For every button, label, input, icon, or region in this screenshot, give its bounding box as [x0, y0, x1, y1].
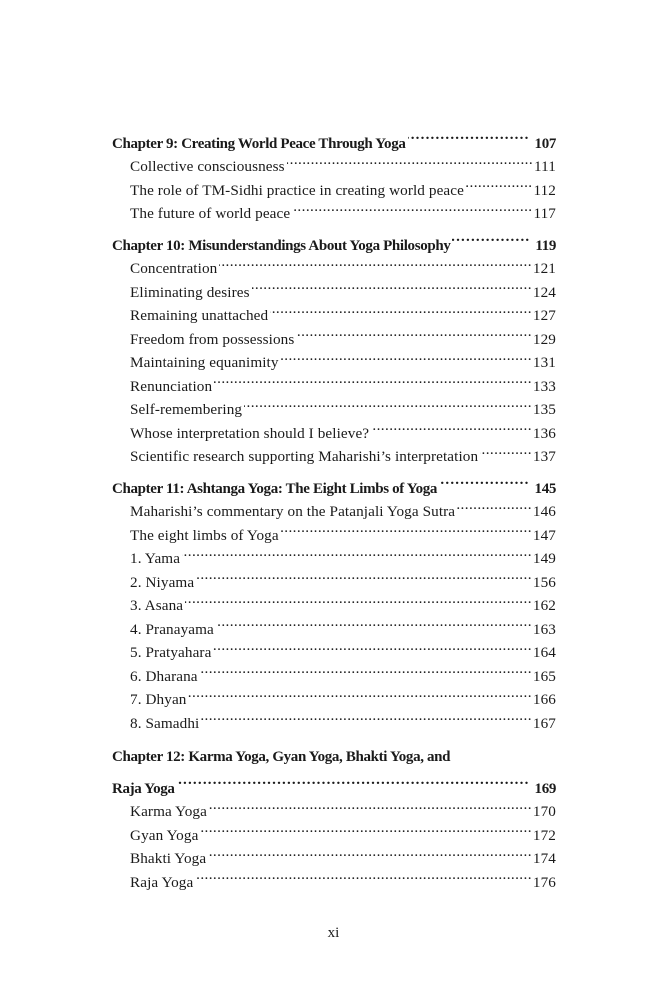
toc-entry[interactable] [112, 793, 556, 820]
entry-title: Bhakti Yoga [130, 850, 207, 867]
toc-section-chapter-11 [112, 469, 556, 732]
page-number: 127 [532, 307, 556, 324]
dot-leader [281, 516, 532, 540]
dot-leader [188, 681, 531, 705]
dot-leader [371, 414, 532, 438]
entry-title: 8. Samadhi [130, 714, 200, 732]
dot-leader [182, 540, 532, 564]
dot-leader [439, 469, 529, 493]
page-number: 133 [532, 377, 556, 395]
entry-title: Gyan Yoga [130, 826, 199, 844]
dot-leader [296, 320, 532, 344]
entry-title: 7. Dhyan [130, 691, 187, 708]
entry-title: Whose interpretation should I believe? [130, 424, 370, 442]
page-number: 149 [532, 550, 556, 567]
dot-leader [177, 769, 530, 793]
dot-leader [281, 344, 532, 368]
chapter-title: Chapter 9: Creating World Peace Through Yoga [112, 135, 406, 152]
dot-leader [200, 657, 532, 681]
dot-leader [209, 793, 532, 817]
page-number: 137 [532, 448, 556, 465]
page-number: 146 [532, 503, 556, 520]
entry-title: Collective consciousness [130, 158, 285, 175]
dot-leader [292, 195, 532, 219]
page-number: 167 [532, 714, 556, 732]
entry-title: Renunciation [130, 377, 213, 395]
entry-title: 4. Pranayama [130, 620, 214, 638]
dot-leader [216, 610, 532, 634]
page-folio: xi [327, 925, 340, 941]
page-number: 135 [532, 401, 556, 418]
entry-title: Freedom from possessions [130, 330, 295, 348]
page-number: 119 [535, 237, 556, 254]
dot-leader [185, 587, 532, 611]
toc-chapter-heading-line-1[interactable] [112, 746, 556, 770]
toc-section-chapter-12 [112, 746, 556, 891]
entry-title: 6. Dharana [130, 667, 198, 685]
dot-leader [196, 563, 532, 587]
dot-leader [466, 171, 533, 195]
page-number: 111 [534, 158, 556, 175]
page-number: 124 [532, 283, 556, 301]
dot-leader [408, 124, 530, 148]
dot-leader [452, 226, 530, 250]
toc-section-chapter-10 [112, 226, 556, 465]
page-number: 165 [532, 667, 556, 685]
dot-leader [195, 863, 532, 887]
page-number: 176 [532, 873, 556, 891]
page-number: 131 [532, 354, 556, 371]
dot-leader [252, 273, 532, 297]
chapter-title: Chapter 10: Misunderstandings About Yoga Philosophy [112, 237, 451, 254]
dot-leader [214, 367, 532, 391]
entry-title: Remaining unattached [130, 307, 269, 324]
entry-title: Concentration [130, 260, 218, 277]
page-number: 129 [532, 330, 556, 348]
page-number: 166 [532, 691, 556, 708]
entry-title: Eliminating desires [130, 283, 250, 301]
page-number: 163 [532, 620, 556, 638]
entry-title: Maintaining equanimity [130, 354, 279, 371]
entry-title: Karma Yoga [130, 803, 207, 820]
chapter-title-continued: Raja Yoga [112, 780, 175, 797]
dot-leader [480, 438, 532, 462]
entry-title: 1. Yama [130, 550, 181, 567]
page-number: 172 [532, 826, 556, 844]
dot-leader [201, 704, 532, 728]
dot-leader [270, 297, 532, 321]
entry-title: Scientific research supporting Maharishi’s interpretation [130, 448, 479, 465]
page-number: 145 [534, 480, 556, 497]
page-number: 117 [533, 205, 556, 222]
dot-leader [244, 391, 532, 415]
entry-title: 3. Asana [130, 597, 184, 614]
dot-leader [208, 840, 532, 864]
chapter-title: Chapter 11: Ashtanga Yoga: The Eight Limbs of Yoga [112, 480, 438, 497]
page-number: 164 [532, 644, 556, 661]
entry-title: 5. Pratyahara [130, 644, 212, 661]
page-number: 136 [532, 424, 556, 442]
toc-section-chapter-9 [112, 124, 556, 222]
toc-chapter-heading[interactable] [112, 469, 556, 497]
entry-title: Raja Yoga [130, 873, 194, 891]
entry-title: 2. Niyama [130, 573, 195, 591]
page-number: 162 [532, 597, 556, 614]
page-number: 174 [532, 850, 556, 867]
dot-leader [287, 148, 533, 172]
entry-title: The role of TM-Sidhi practice in creating world peace [130, 181, 464, 199]
entry-title: Maharishi’s commentary on the Patanjali Yoga Sutra [130, 503, 456, 520]
table-of-contents [112, 124, 556, 891]
page-number: 121 [532, 260, 556, 277]
dot-leader [213, 634, 531, 658]
entry-title: The eight limbs of Yoga [130, 526, 279, 544]
toc-chapter-heading[interactable] [112, 124, 556, 152]
toc-chapter-heading[interactable] [112, 226, 556, 254]
page-number: 112 [533, 181, 556, 199]
dot-leader [219, 250, 532, 274]
page-number: 107 [534, 135, 556, 152]
dot-leader [200, 816, 532, 840]
page-number: 156 [532, 573, 556, 591]
page-number: 169 [534, 780, 556, 797]
toc-chapter-heading-line-2[interactable] [112, 769, 556, 797]
page-number: 147 [532, 526, 556, 544]
page-number: 170 [532, 803, 556, 820]
entry-title: The future of world peace [130, 205, 291, 222]
chapter-title: Chapter 12: Karma Yoga, Gyan Yoga, Bhakti Yoga, and [112, 748, 451, 765]
dot-leader [457, 493, 532, 517]
entry-title: Self-remembering [130, 401, 243, 418]
